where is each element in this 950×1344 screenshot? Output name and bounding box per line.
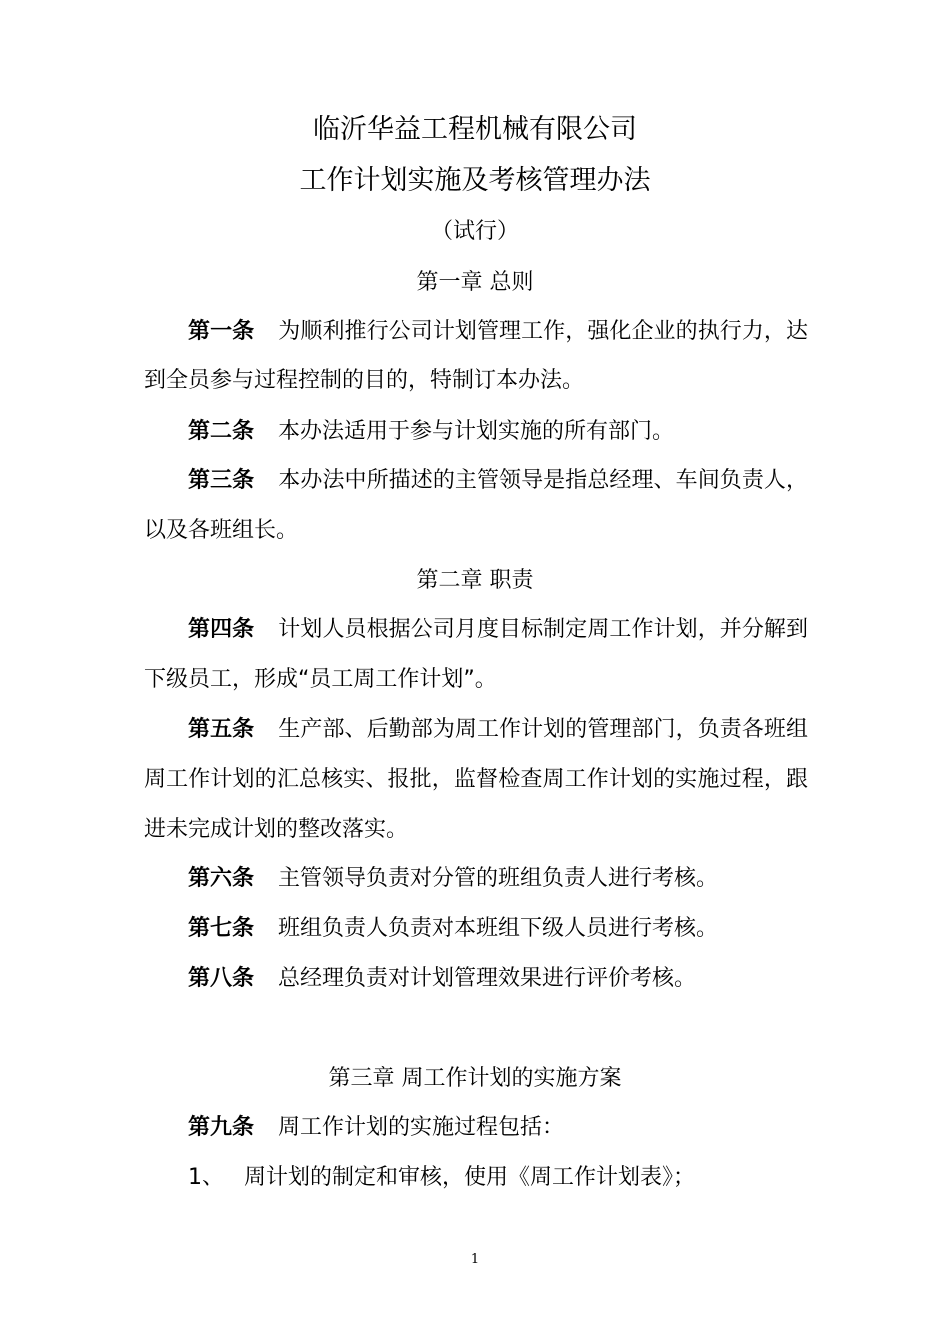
article-4-line-2: 下级员工，形成“员工周工作计划”。 bbox=[144, 667, 497, 692]
article-9 bbox=[188, 1113, 564, 1143]
article-5-line-2 bbox=[144, 765, 808, 795]
article-3-text-1: 本办法中所描述的主管领导是指总经理、车间负责人， bbox=[278, 468, 808, 493]
article-8-label: 第八条 bbox=[188, 966, 255, 991]
article-5-line-3: 进未完成计划的整改落实。 bbox=[144, 817, 409, 842]
article-1-text-1: 为顺利推行公司计划管理工作，强化企业的执行力，达 bbox=[278, 319, 808, 344]
article-8-text: 总经理负责对计划管理效果进行评价考核。 bbox=[278, 966, 697, 991]
article-3-line-2: 以及各班组长。 bbox=[144, 518, 299, 543]
article-4-label: 第四条 bbox=[188, 617, 255, 642]
article-5-line-1 bbox=[188, 715, 808, 745]
article-9-text: 周工作计划的实施过程包括： bbox=[278, 1115, 565, 1140]
chapter-1-heading: 第一章 总则 bbox=[416, 270, 534, 295]
article-7 bbox=[188, 914, 718, 944]
article-7-label: 第七条 bbox=[188, 916, 255, 941]
list-item-number: 1、 bbox=[188, 1165, 224, 1190]
article-9-label: 第九条 bbox=[188, 1115, 255, 1140]
article-5-label: 第五条 bbox=[188, 717, 255, 742]
article-8 bbox=[188, 964, 696, 994]
page-number: 1 bbox=[470, 1252, 480, 1267]
article-1-line-1 bbox=[188, 317, 808, 347]
company-name: 临沂华益工程机械有限公司 bbox=[313, 114, 637, 145]
article-1-label: 第一条 bbox=[188, 319, 255, 344]
list-item bbox=[188, 1163, 695, 1193]
article-2-label: 第二条 bbox=[188, 419, 255, 444]
article-4-text-1: 计划人员根据公司月度目标制定周工作计划，并分解到 bbox=[278, 617, 808, 642]
list-item-text: 周计划的制定和审核，使用《周工作计划表》； bbox=[244, 1165, 696, 1190]
article-3-line-1 bbox=[188, 466, 808, 496]
article-5-text-1: 生产部、后勤部为周工作计划的管理部门，负责各班组 bbox=[278, 717, 808, 742]
chapter-2-heading: 第二章 职责 bbox=[416, 568, 534, 593]
article-6 bbox=[188, 864, 718, 894]
article-6-label: 第六条 bbox=[188, 866, 255, 891]
article-6-text: 主管领导负责对分管的班组负责人进行考核。 bbox=[278, 866, 719, 891]
article-5-text-2: 周工作计划的汇总核实、报批，监督检查周工作计划的实施过程，跟 bbox=[144, 767, 808, 792]
article-2-text: 本办法适用于参与计划实施的所有部门。 bbox=[278, 419, 675, 444]
document-subtitle: （试行） bbox=[430, 219, 519, 244]
article-3-label: 第三条 bbox=[188, 468, 255, 493]
article-4-line-1 bbox=[188, 615, 808, 645]
document-title: 工作计划实施及考核管理办法 bbox=[299, 165, 651, 196]
chapter-3-heading: 第三章 周工作计划的实施方案 bbox=[328, 1066, 622, 1091]
article-1-line-2: 到全员参与过程控制的目的，特制订本办法。 bbox=[144, 368, 585, 393]
article-2 bbox=[188, 417, 674, 447]
article-7-text: 班组负责人负责对本班组下级人员进行考核。 bbox=[278, 916, 719, 941]
